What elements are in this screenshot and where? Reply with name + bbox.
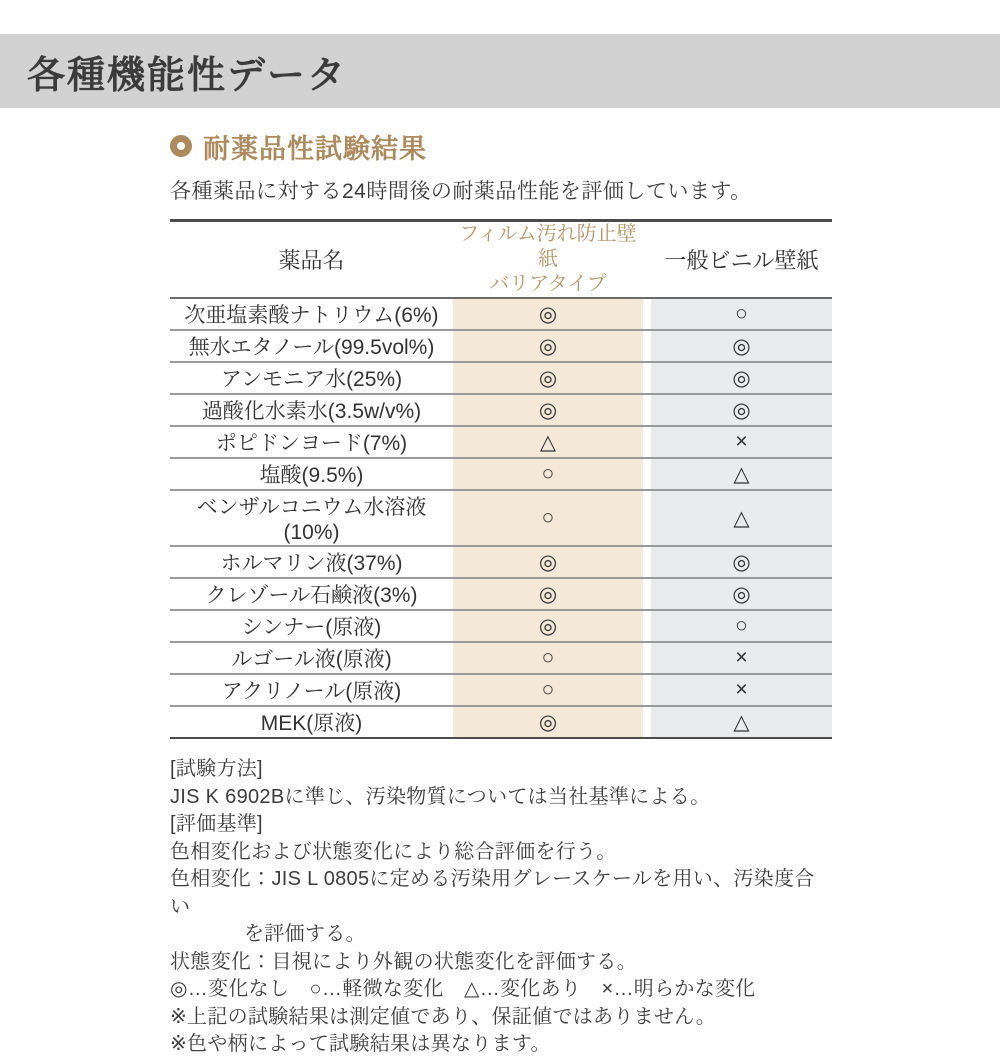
note-line: ※上記の試験結果は測定値であり、保証値ではありません。 xyxy=(170,1005,717,1028)
column-gap-cell xyxy=(643,458,651,490)
column-gap-cell xyxy=(643,490,651,546)
column-header-film-line1: フィルム汚れ防止壁紙 xyxy=(459,223,637,270)
table-row xyxy=(170,674,832,706)
vinyl-wallpaper-result-cell: △ xyxy=(651,490,832,546)
vinyl-wallpaper-result-cell: △ xyxy=(651,706,832,738)
chemical-name-cell: アクリノール(原液) xyxy=(170,674,453,706)
column-gap xyxy=(643,221,651,299)
vinyl-wallpaper-result-cell: ◎ xyxy=(651,578,832,610)
table-row xyxy=(170,458,832,490)
column-header-vinyl-wallpaper: 一般ビニル壁紙 xyxy=(651,221,832,299)
column-gap-cell xyxy=(643,330,651,362)
table-header xyxy=(170,221,832,299)
column-gap-cell xyxy=(643,298,651,330)
table-row xyxy=(170,490,832,546)
section-header xyxy=(170,130,832,162)
vinyl-wallpaper-result-cell: ○ xyxy=(651,610,832,642)
film-wallpaper-result-cell: ◎ xyxy=(453,362,643,394)
film-wallpaper-result-cell: ◎ xyxy=(453,610,643,642)
vinyl-wallpaper-result-cell: × xyxy=(651,674,832,706)
vinyl-wallpaper-result-cell: ◎ xyxy=(651,546,832,578)
column-gap-cell xyxy=(643,578,651,610)
film-wallpaper-result-cell: ○ xyxy=(453,642,643,674)
section-title: 耐薬品性試験結果 xyxy=(203,133,427,164)
film-wallpaper-result-cell: ○ xyxy=(453,674,643,706)
chemical-name-cell: シンナー(原液) xyxy=(170,610,453,642)
page-header-band xyxy=(0,34,1000,108)
table-row xyxy=(170,546,832,578)
vinyl-wallpaper-result-cell: ◎ xyxy=(651,330,832,362)
column-gap-cell xyxy=(643,674,651,706)
chemical-name-cell: 無水エタノール(99.5vol%) xyxy=(170,330,453,362)
table-row xyxy=(170,610,832,642)
chemical-name-cell: アンモニア水(25%) xyxy=(170,362,453,394)
film-wallpaper-result-cell: ◎ xyxy=(453,394,643,426)
table-row xyxy=(170,298,832,330)
content-area xyxy=(170,130,832,1059)
column-header-chemical: 薬品名 xyxy=(170,221,453,299)
column-gap-cell xyxy=(643,706,651,738)
table-row xyxy=(170,642,832,674)
film-wallpaper-result-cell: ○ xyxy=(453,458,643,490)
vinyl-wallpaper-result-cell: ◎ xyxy=(651,394,832,426)
column-gap-cell xyxy=(643,610,651,642)
column-gap-cell xyxy=(643,642,651,674)
chemical-name-cell: ベンザルコニウム水溶液(10%) xyxy=(170,490,453,546)
film-wallpaper-result-cell: ◎ xyxy=(453,578,643,610)
vinyl-wallpaper-result-cell: × xyxy=(651,642,832,674)
table-row xyxy=(170,578,832,610)
column-header-film-wallpaper xyxy=(453,221,643,299)
ring-bullet-icon xyxy=(170,135,192,157)
table-row xyxy=(170,330,832,362)
table-body xyxy=(170,298,832,738)
note-line: 状態変化：目視により外観の状態変化を評価する。 xyxy=(170,950,637,973)
table-row xyxy=(170,394,832,426)
film-wallpaper-result-cell: ◎ xyxy=(453,330,643,362)
notes-section xyxy=(170,756,832,1059)
chemical-name-cell: MEK(原液) xyxy=(260,712,363,735)
table-row xyxy=(170,362,832,394)
note-line: 色相変化：JIS L 0805に定める汚染用グレースケールを用い、汚染度合い xyxy=(170,868,815,918)
chemical-name-cell: ポピドンヨード(7%) xyxy=(170,426,453,458)
film-wallpaper-result-cell: ○ xyxy=(453,490,643,546)
note-line: [試験方法] xyxy=(170,758,263,780)
note-line: 色相変化および状態変化により総合評価を行う。 xyxy=(170,840,617,863)
chemical-name-cell: 次亜塩素酸ナトリウム(6%) xyxy=(170,298,453,330)
column-gap-cell xyxy=(643,394,651,426)
film-wallpaper-result-cell: ◎ xyxy=(453,298,643,330)
chemical-name-cell: 過酸化水素水(3.5w/v%) xyxy=(170,394,453,426)
vinyl-wallpaper-result-cell: △ xyxy=(651,458,832,490)
column-gap-cell xyxy=(643,426,651,458)
note-line: [評価基準] xyxy=(170,813,263,835)
note-line: ◎…変化なし ○…軽微な変化 △…変化あり ×…明らかな変化 xyxy=(170,978,756,1000)
chemical-name-cell: ホルマリン液(37%) xyxy=(170,546,453,578)
chemical-resistance-table xyxy=(170,219,832,739)
film-wallpaper-result-cell: △ xyxy=(453,426,643,458)
column-header-film-line2: バリアタイプ xyxy=(489,273,607,295)
note-line: JIS K 6902Bに準じ、汚染物質については当社基準による。 xyxy=(170,785,711,808)
chemical-name-cell: 塩酸(9.5%) xyxy=(170,458,453,490)
table-row xyxy=(170,426,832,458)
page-title: 各種機能性データ xyxy=(27,54,348,97)
film-wallpaper-result-cell: ◎ xyxy=(453,546,643,578)
note-line: を評価する。 xyxy=(244,923,366,945)
table-header-row xyxy=(170,221,832,299)
section-description: 各種薬品に対する24時間後の耐薬品性能を評価しています。 xyxy=(170,180,752,203)
note-line: ※色や柄によって試験結果は異なります。 xyxy=(170,1033,551,1055)
chemical-name-cell: ルゴール液(原液) xyxy=(170,642,453,674)
film-wallpaper-result-cell: ◎ xyxy=(453,706,643,738)
vinyl-wallpaper-result-cell: ◎ xyxy=(651,362,832,394)
chemical-name-cell: クレゾール石鹸液(3%) xyxy=(170,578,453,610)
vinyl-wallpaper-result-cell: × xyxy=(651,426,832,458)
table-row xyxy=(170,706,832,738)
column-gap-cell xyxy=(643,362,651,394)
column-gap-cell xyxy=(643,546,651,578)
vinyl-wallpaper-result-cell: ○ xyxy=(651,298,832,330)
